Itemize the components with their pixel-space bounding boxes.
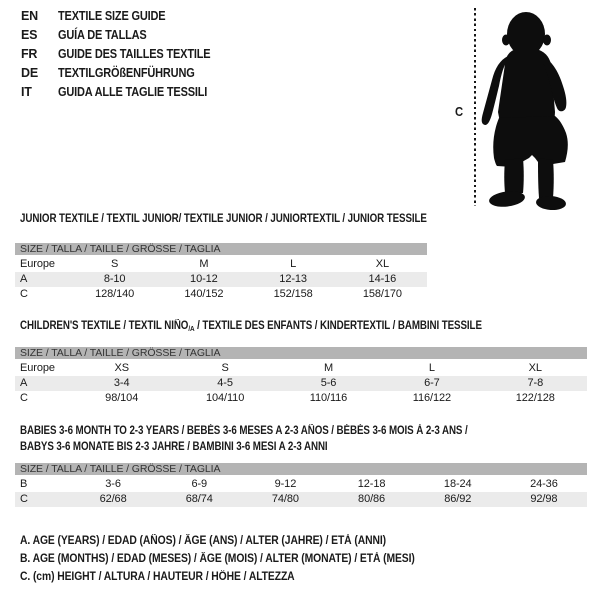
language-row-de: [21, 64, 231, 83]
table-row: [15, 476, 587, 492]
measure-legend: [20, 532, 459, 586]
toddler-silhouette-image: [478, 2, 593, 214]
size-cell: M: [199, 258, 209, 270]
height-cell: 62/68: [99, 493, 127, 505]
height-cell: 140/152: [184, 288, 224, 300]
row-label: C: [20, 288, 28, 300]
language-title: GUIDE DES TAILLES TEXTILE: [58, 47, 211, 61]
height-cell: 152/158: [273, 288, 313, 300]
table-row: [15, 272, 427, 287]
legend-age-years: A. AGE (YEARS) / EDAD (AÑOS) / ÂGE (ANS) / ALTER (JAHRE) / ETÀ (ANNI): [20, 535, 387, 547]
row-label: B: [20, 478, 28, 490]
babies-table-title-line1: BABIES 3-6 MONTH TO 2-3 YEARS / BEBÉS 3-6 MESES A 2-3 AÑOS / BÉBÉS 3-6 MOIS À 2-3 ANS /: [20, 425, 468, 437]
size-cell: M: [323, 362, 334, 374]
children-title-sub: /A: [188, 324, 195, 333]
size-header-bar: SIZE / TALLA / TAILLE / GRÖSSE / TAGLIA: [15, 347, 587, 359]
language-row-it: [21, 83, 231, 102]
legend-height-cm: C. (cm) HEIGHT / ALTURA / HAUTEUR / HÖHE / ALTEZZA: [20, 571, 295, 583]
height-cell: 158/170: [362, 288, 402, 300]
age-cell: 8-10: [103, 273, 126, 285]
language-code: ES: [21, 28, 38, 42]
height-cell: 110/116: [309, 392, 348, 404]
height-cell: 104/110: [205, 392, 245, 404]
language-code: DE: [21, 66, 38, 80]
table-row: [15, 256, 427, 272]
height-cell: 128/140: [95, 288, 135, 300]
height-cell: 92/98: [530, 493, 558, 505]
age-cell: 4-5: [217, 377, 233, 389]
table-row: [15, 391, 587, 406]
language-title: TEXTILGRÖßENFÜHRUNG: [58, 66, 195, 80]
height-cell: 74/80: [271, 493, 299, 505]
size-cell: XS: [114, 362, 129, 374]
age-cell: 14-16: [368, 273, 397, 285]
language-title: TEXTILE SIZE GUIDE: [58, 9, 166, 23]
height-cell: 86/92: [444, 493, 472, 505]
legend-age-months: B. AGE (MONTHS) / EDAD (MESES) / ÂGE (MOIS) / ALTER (MONATE) / ETÀ (MESI): [20, 553, 415, 565]
age-cell: 7-8: [527, 377, 544, 389]
children-size-table: [15, 347, 587, 406]
row-label: A: [20, 377, 28, 389]
junior-size-table: [15, 243, 427, 302]
children-table-title: [20, 320, 482, 333]
babies-size-table: [15, 463, 587, 507]
height-cell: 98/104: [105, 392, 139, 404]
age-cell: 3-6: [105, 478, 121, 490]
size-header-bar: SIZE / TALLA / TAILLE / GRÖSSE / TAGLIA: [15, 463, 587, 475]
age-cell: 3-4: [113, 377, 130, 389]
row-label: Europe: [20, 362, 55, 374]
size-cell: XL: [528, 362, 542, 374]
size-cell: L: [428, 362, 435, 374]
language-row-es: [21, 26, 231, 45]
table-row: [15, 360, 587, 376]
language-row-fr: [21, 45, 231, 64]
size-cell: XL: [375, 258, 389, 270]
language-title: GUÍA DE TALLAS: [58, 28, 147, 42]
junior-table-title: JUNIOR TEXTILE / TEXTIL JUNIOR/ TEXTILE JUNIOR / JUNIORTEXTIL / JUNIOR TESSILE: [20, 213, 427, 225]
height-cell: 116/122: [412, 392, 452, 404]
age-cell: 5-6: [320, 377, 337, 389]
language-row-en: [21, 7, 231, 26]
size-cell: L: [290, 258, 297, 270]
age-cell: 6-9: [191, 478, 208, 490]
height-cell: 68/74: [185, 493, 213, 505]
babies-table-title-line2: BABYS 3-6 MONATE BIS 2-3 JAHRE / BAMBINI 3-6 MESI A 2-3 ANNI: [20, 441, 328, 453]
size-cell: S: [111, 258, 119, 270]
language-code: FR: [21, 47, 38, 61]
silhouette-ear-left: [502, 35, 510, 46]
row-label: A: [20, 273, 28, 285]
silhouette-leg-right: [538, 158, 554, 198]
row-label: C: [20, 392, 28, 404]
table-row: [15, 492, 587, 507]
row-label: Europe: [20, 258, 55, 270]
language-code: EN: [21, 9, 38, 23]
row-label: C: [20, 493, 28, 505]
height-dashed-line: [474, 8, 476, 206]
height-measure-label: C: [455, 105, 464, 119]
language-code: IT: [21, 85, 32, 99]
age-cell: 12-18: [357, 478, 386, 490]
silhouette-leg-left: [504, 158, 524, 193]
age-cell: 18-24: [443, 478, 472, 490]
size-header-bar: SIZE / TALLA / TAILLE / GRÖSSE / TAGLIA: [15, 243, 427, 255]
table-row: [15, 376, 587, 391]
age-cell: 9-12: [274, 478, 297, 490]
silhouette-ear-right: [543, 35, 551, 46]
language-list: [21, 7, 231, 102]
age-cell: 10-12: [190, 273, 218, 285]
height-cell: 122/128: [515, 392, 555, 404]
children-title-pre: CHILDREN'S TEXTILE / TEXTIL NIÑO: [20, 320, 189, 332]
language-title: GUIDA ALLE TAGLIE TESSILI: [58, 85, 208, 99]
age-cell: 12-13: [279, 273, 307, 285]
table-row: [15, 287, 427, 302]
height-cell: 80/86: [358, 493, 386, 505]
silhouette-shorts: [493, 116, 568, 167]
children-title-post: / TEXTILE DES ENFANTS / KINDERTEXTIL / BAMBINI TESSILE: [194, 320, 482, 332]
age-cell: 24-36: [530, 478, 558, 490]
size-cell: S: [221, 362, 229, 374]
age-cell: 6-7: [424, 377, 440, 389]
